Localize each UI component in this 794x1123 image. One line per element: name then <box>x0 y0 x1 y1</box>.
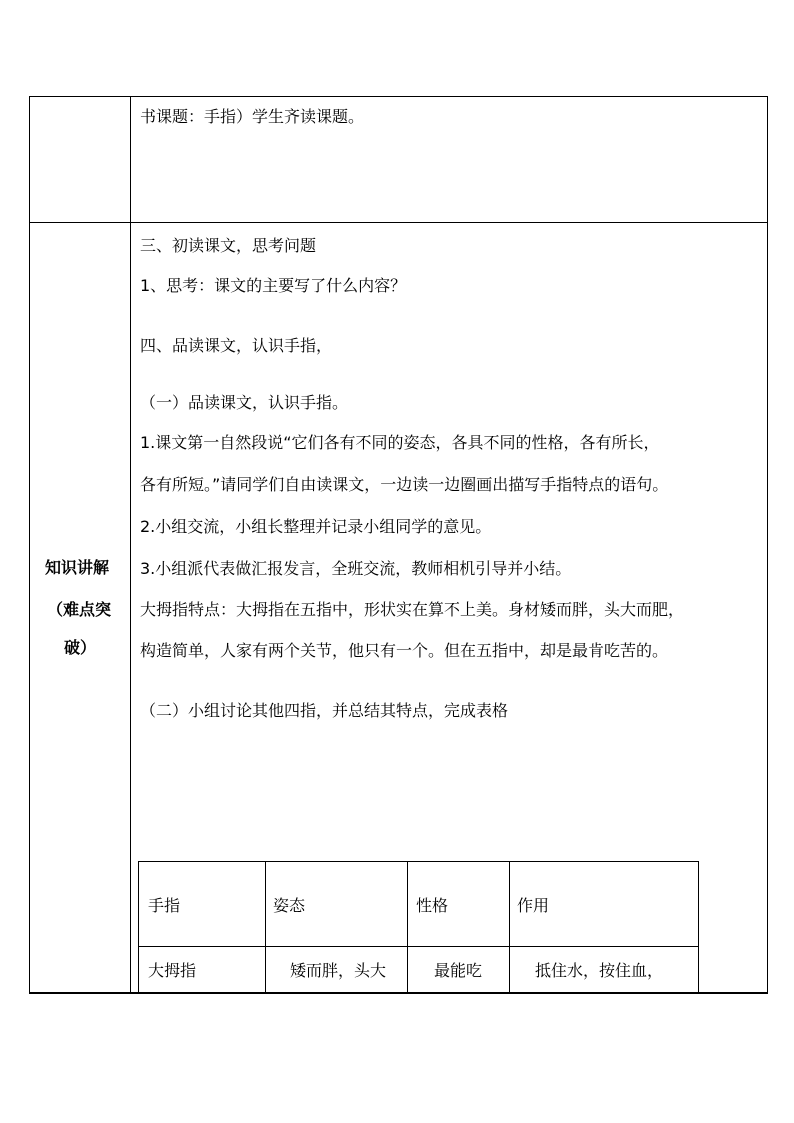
inner-table-right <box>698 861 699 992</box>
table-cell-thumb-posture: 矮而胖，头大 <box>290 961 387 980</box>
question-one: 1、思考：课文的主要写了什么内容？ <box>140 276 407 295</box>
thumb-features-line2: 构造简单，人家有两个关节，他只有一个。但在五指中，却是最肯吃苦的。 <box>140 641 669 660</box>
inner-table-top <box>138 861 699 862</box>
thumb-features-line1: 大拇指特点：大拇指在五指中，形状实在算不上美。身材矮而胖，头大而肥， <box>140 600 685 619</box>
inner-table-left <box>138 861 139 992</box>
inner-table-col3 <box>509 861 510 992</box>
table-header-function: 作用 <box>517 896 550 915</box>
table-cell-thumb-name: 大拇指 <box>148 961 197 980</box>
inner-table-col2 <box>407 861 408 992</box>
table-cell-thumb-function: 抵住水，按住血， <box>535 961 664 980</box>
outer-bottom-border <box>29 992 768 994</box>
table-header-finger: 手指 <box>148 896 181 915</box>
inner-table-col1 <box>265 861 266 992</box>
subheading-one: （一）品读课文，认识手指。 <box>140 393 349 412</box>
column-divider <box>130 96 131 993</box>
row-divider <box>29 222 768 223</box>
heading-three: 三、初读课文，思考问题 <box>140 236 317 255</box>
heading-four: 四、品读课文，认识手指， <box>140 336 333 355</box>
table-header-character: 性格 <box>416 896 449 915</box>
step-one-line1: 1.课文第一自然段说“它们各有不同的姿态，各具不同的性格，各有所长， <box>140 433 660 452</box>
section-label-line1: 知识讲解 <box>45 558 110 577</box>
section-label-line2: （难点突 <box>47 600 112 619</box>
outer-right-border <box>767 96 768 993</box>
step-two: 2.小组交流，小组长整理并记录小组同学的意见。 <box>140 517 492 536</box>
inner-table-row-divider <box>138 946 699 947</box>
step-one-line2: 各有所短。”请同学们自由读课文，一边读一边圈画出描写手指特点的语句。 <box>140 475 669 494</box>
row1-content: 书课题：手指）学生齐读课题。 <box>140 107 365 126</box>
table-header-posture: 姿态 <box>273 896 306 915</box>
subheading-two: （二）小组讨论其他四指，并总结其特点，完成表格 <box>140 701 509 720</box>
section-label-line3: 破） <box>64 638 97 657</box>
table-cell-thumb-character: 最能吃 <box>434 961 483 980</box>
step-three: 3.小组派代表做汇报发言，全班交流，教师相机引导并小结。 <box>140 559 572 578</box>
outer-top-border <box>29 96 768 97</box>
outer-left-border <box>29 96 30 993</box>
